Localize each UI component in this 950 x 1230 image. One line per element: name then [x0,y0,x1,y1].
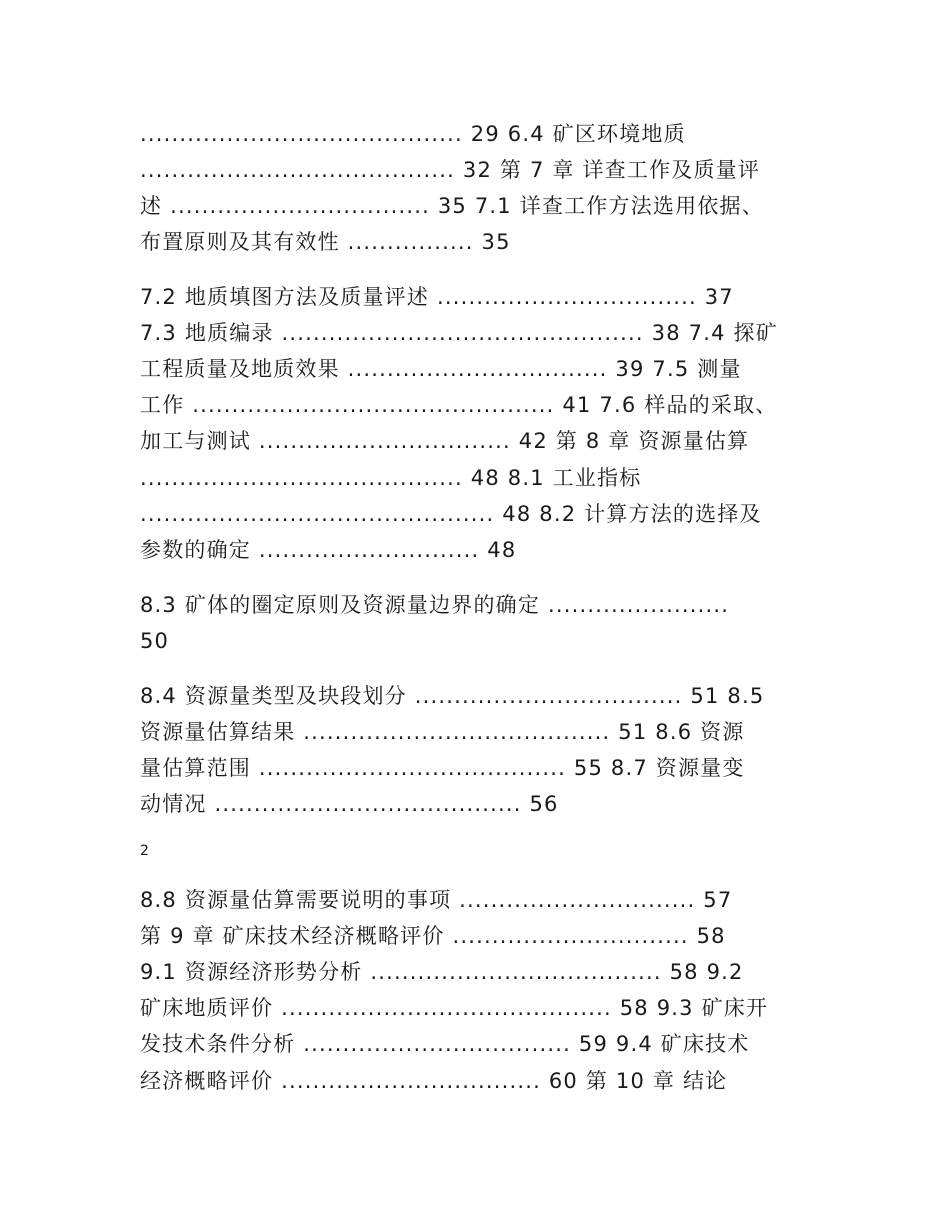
toc-line: 8.4 资源量类型及块段划分 .................................. 51 8.5 [140,684,765,708]
toc-line: 7.3 地质编录 .............................................. 38 7.4 探矿 [140,321,778,345]
toc-line: ......................................... 29 6.4 矿区环境地质 [140,122,686,146]
toc-line: 资源量估算结果 ....................................... 51 8.6 资源 [140,720,745,744]
toc-line: 经济概略评价 ................................. 60 第 10 章 结论 [140,1069,728,1093]
toc-line: 参数的确定 ............................ 48 [140,538,517,562]
toc-line: ......................................... 48 8.1 工业指标 [140,466,642,490]
toc-line: 8.8 资源量估算需要说明的事项 .............................. 57 [140,888,733,912]
toc-line: 第 9 章 矿床技术经济概略评价 .............................. 58 [140,924,726,948]
toc-line: 工作 .............................................. 41 7.6 样品的采取、 [140,393,778,417]
toc-line: ............................................. 48 8.2 计算方法的选择及 [140,502,762,526]
toc-line: 7.2 地质填图方法及质量评述 ................................. 37 [140,285,734,309]
toc-line: 量估算范围 ....................................... 55 8.7 资源量变 [140,756,745,780]
toc-line: 50 [140,629,170,653]
toc-line: 8.3 矿体的圈定原则及资源量边界的确定 ....................... [140,593,730,617]
toc-line: 动情况 ....................................... 56 [140,792,559,816]
toc-line: 述 ................................. 35 7.1 详查工作方法选用依据、 [140,194,764,218]
page-number: 2 [140,843,149,859]
toc-line: 矿床地质评价 .......................................... 58 9.3 矿床开 [140,996,769,1020]
toc-line: 工程质量及地质效果 ................................. 39 7.5 测量 [140,357,742,381]
toc-line: 发技术条件分析 .................................. 59 9.4 矿床技术 [140,1032,750,1056]
toc-line: 布置原则及其有效性 ................ 35 [140,230,511,254]
toc-line: ........................................ 32 第 7 章 详查工作及质量评 [140,158,761,182]
toc-line: 加工与测试 ................................ 42 第 8 章 资源量估算 [140,429,750,453]
toc-line: 9.1 资源经济形势分析 ..................................... 58 9.2 [140,960,744,984]
